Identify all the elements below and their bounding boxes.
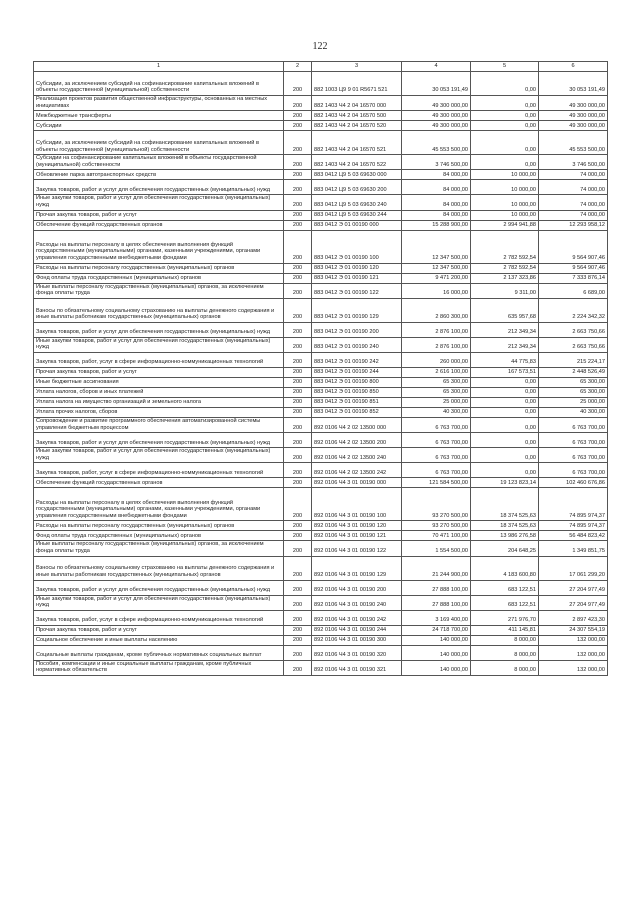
table-row xyxy=(34,580,608,595)
approved-amount-cell: 140 000,00 xyxy=(402,635,471,645)
unexecuted-amount-cell: 6 763 700,00 xyxy=(539,463,608,478)
expense-name-cell: Субсидии xyxy=(34,121,284,131)
unexecuted-amount-cell: 74 000,00 xyxy=(539,210,608,220)
budget-classification-code-cell: 882 1003 Ц9 9 01 R5671 521 xyxy=(312,72,402,96)
table-row xyxy=(34,180,608,195)
approved-amount-cell: 49 300 000,00 xyxy=(402,111,471,121)
approved-amount-cell: 84 000,00 xyxy=(402,170,471,180)
unexecuted-amount-cell: 30 053 191,49 xyxy=(539,72,608,96)
expense-name-cell: Иные бюджетные ассигнования xyxy=(34,377,284,387)
line-code-cell: 200 xyxy=(284,463,312,478)
line-code-cell: 200 xyxy=(284,180,312,195)
approved-amount-cell: 2 876 100,00 xyxy=(402,337,471,352)
budget-classification-code-cell: 892 0106 Ч4 3 01 00190 320 xyxy=(312,645,402,660)
table-row xyxy=(34,397,608,407)
unexecuted-amount-cell: 6 763 700,00 xyxy=(539,448,608,463)
approved-amount-cell: 84 000,00 xyxy=(402,195,471,210)
approved-amount-cell: 49 300 000,00 xyxy=(402,96,471,111)
executed-amount-cell: 0,00 xyxy=(471,448,539,463)
table-row xyxy=(34,660,608,675)
line-code-cell: 200 xyxy=(284,541,312,556)
unexecuted-amount-cell: 1 349 851,75 xyxy=(539,541,608,556)
approved-amount-cell: 24 718 700,00 xyxy=(402,625,471,635)
table-row xyxy=(34,96,608,111)
approved-amount-cell: 3 169 400,00 xyxy=(402,610,471,625)
unexecuted-amount-cell: 215 224,17 xyxy=(539,352,608,367)
executed-amount-cell: 8 000,00 xyxy=(471,660,539,675)
unexecuted-amount-cell: 49 300 000,00 xyxy=(539,121,608,131)
executed-amount-cell: 0,00 xyxy=(471,377,539,387)
budget-classification-code-cell: 892 0106 Ч4 2 02 13500 242 xyxy=(312,463,402,478)
budget-classification-code-cell: 882 1403 Ч4 2 04 16570 000 xyxy=(312,96,402,111)
approved-amount-cell: 93 270 500,00 xyxy=(402,521,471,531)
column-header: 5 xyxy=(471,62,539,72)
unexecuted-amount-cell: 3 746 500,00 xyxy=(539,155,608,170)
line-code-cell: 200 xyxy=(284,367,312,377)
expense-name-cell: Социальные выплаты гражданам, кроме публичных нормативных социальных выплат xyxy=(34,645,284,660)
expense-name-cell: Взносы по обязательному социальному страхованию на выплаты денежного содержания и иные выплаты работникам государственных (муниципальных) органов xyxy=(34,556,284,580)
approved-amount-cell: 40 300,00 xyxy=(402,407,471,417)
line-code-cell: 200 xyxy=(284,645,312,660)
budget-classification-code-cell: 892 0106 Ч4 2 02 13500 200 xyxy=(312,433,402,448)
table-row xyxy=(34,417,608,432)
table-row xyxy=(34,478,608,488)
line-code-cell: 200 xyxy=(284,433,312,448)
table-row xyxy=(34,531,608,541)
approved-amount-cell: 84 000,00 xyxy=(402,180,471,195)
table-row xyxy=(34,448,608,463)
line-code-cell: 200 xyxy=(284,625,312,635)
budget-classification-code-cell: 883 0412 Э 01 00190 851 xyxy=(312,397,402,407)
table-row xyxy=(34,387,608,397)
executed-amount-cell: 411 145,81 xyxy=(471,625,539,635)
executed-amount-cell: 2 994 941,88 xyxy=(471,220,539,230)
unexecuted-amount-cell: 74 895 974,37 xyxy=(539,488,608,521)
expense-name-cell: Уплата налога на имущество организаций и земельного налога xyxy=(34,397,284,407)
executed-amount-cell: 0,00 xyxy=(471,433,539,448)
line-code-cell: 200 xyxy=(284,220,312,230)
line-code-cell: 200 xyxy=(284,283,312,298)
approved-amount-cell: 6 763 700,00 xyxy=(402,417,471,432)
table-row xyxy=(34,645,608,660)
executed-amount-cell: 10 000,00 xyxy=(471,210,539,220)
table-row xyxy=(34,595,608,610)
unexecuted-amount-cell: 6 763 700,00 xyxy=(539,433,608,448)
executed-amount-cell: 2 782 592,54 xyxy=(471,263,539,273)
table-row xyxy=(34,298,608,322)
line-code-cell: 200 xyxy=(284,263,312,273)
approved-amount-cell: 27 888 100,00 xyxy=(402,595,471,610)
expense-name-cell: Межбюджетные трансферты xyxy=(34,111,284,121)
approved-amount-cell: 1 554 500,00 xyxy=(402,541,471,556)
expense-name-cell: Обеспечение функций государственных органов xyxy=(34,478,284,488)
executed-amount-cell: 9 311,00 xyxy=(471,283,539,298)
unexecuted-amount-cell: 27 204 977,49 xyxy=(539,580,608,595)
line-code-cell: 200 xyxy=(284,635,312,645)
executed-amount-cell: 271 976,70 xyxy=(471,610,539,625)
line-code-cell: 200 xyxy=(284,72,312,96)
table-row xyxy=(34,337,608,352)
unexecuted-amount-cell: 40 300,00 xyxy=(539,407,608,417)
table-row xyxy=(34,210,608,220)
unexecuted-amount-cell: 74 000,00 xyxy=(539,195,608,210)
unexecuted-amount-cell: 12 293 958,12 xyxy=(539,220,608,230)
budget-classification-code-cell: 883 0412 Э 01 00190 120 xyxy=(312,263,402,273)
approved-amount-cell: 15 288 900,00 xyxy=(402,220,471,230)
budget-classification-code-cell: 892 0106 Ч4 3 01 00190 000 xyxy=(312,478,402,488)
expense-name-cell: Иные закупки товаров, работ и услуг для обеспечения государственных (муниципальных) нужд xyxy=(34,195,284,210)
table-row xyxy=(34,155,608,170)
budget-classification-code-cell: 883 0412 Ц9 5 03 69630 000 xyxy=(312,170,402,180)
approved-amount-cell: 121 584 500,00 xyxy=(402,478,471,488)
table-row xyxy=(34,556,608,580)
expense-name-cell: Социальное обеспечение и иные выплаты населению xyxy=(34,635,284,645)
table-row xyxy=(34,521,608,531)
budget-classification-code-cell: 883 0412 Э 01 00190 000 xyxy=(312,220,402,230)
table-row xyxy=(34,407,608,417)
expense-name-cell: Расходы на выплаты персоналу в целях обеспечения выполнения функций государственными (муниципальными) органами, казенными учреждениями, органами управления государственными внебюджетными фондами xyxy=(34,488,284,521)
budget-classification-code-cell: 892 0106 Ч4 3 01 00190 120 xyxy=(312,521,402,531)
unexecuted-amount-cell: 132 000,00 xyxy=(539,645,608,660)
budget-classification-code-cell: 883 0412 Ц9 5 03 69630 200 xyxy=(312,180,402,195)
table-row xyxy=(34,610,608,625)
table-row xyxy=(34,220,608,230)
approved-amount-cell: 6 763 700,00 xyxy=(402,463,471,478)
budget-classification-code-cell: 892 0106 Ч4 3 01 00190 240 xyxy=(312,595,402,610)
budget-classification-code-cell: 892 0106 Ч4 3 01 00190 121 xyxy=(312,531,402,541)
executed-amount-cell: 683 122,51 xyxy=(471,580,539,595)
unexecuted-amount-cell: 17 061 299,20 xyxy=(539,556,608,580)
unexecuted-amount-cell: 6 689,00 xyxy=(539,283,608,298)
line-code-cell: 200 xyxy=(284,397,312,407)
expense-name-cell: Субсидии, за исключением субсидий на софинансирование капитальных вложений в объекты государственной (муниципальной) собственности xyxy=(34,131,284,155)
budget-classification-code-cell: 892 0106 Ч4 3 01 00190 321 xyxy=(312,660,402,675)
budget-classification-code-cell: 883 0412 Э 01 00190 800 xyxy=(312,377,402,387)
budget-classification-code-cell: 892 0106 Ч4 3 01 00190 100 xyxy=(312,488,402,521)
line-code-cell: 200 xyxy=(284,96,312,111)
column-header: 3 xyxy=(312,62,402,72)
approved-amount-cell: 12 347 500,00 xyxy=(402,230,471,263)
unexecuted-amount-cell: 2 448 526,49 xyxy=(539,367,608,377)
budget-classification-code-cell: 883 0412 Э 01 00190 850 xyxy=(312,387,402,397)
expense-name-cell: Иные закупки товаров, работ и услуг для обеспечения государственных (муниципальных) нужд xyxy=(34,448,284,463)
approved-amount-cell: 70 471 100,00 xyxy=(402,531,471,541)
executed-amount-cell: 0,00 xyxy=(471,111,539,121)
expense-name-cell: Расходы на выплаты персоналу в целях обеспечения выполнения функций государственными (муниципальными) органами, казенными учреждениями, органами управления государственными внебюджетными фондами xyxy=(34,230,284,263)
executed-amount-cell: 0,00 xyxy=(471,121,539,131)
budget-classification-code-cell: 883 0412 Ц9 5 03 69630 240 xyxy=(312,195,402,210)
budget-classification-code-cell: 892 0106 Ч4 2 02 13500 240 xyxy=(312,448,402,463)
line-code-cell: 200 xyxy=(284,478,312,488)
executed-amount-cell: 0,00 xyxy=(471,155,539,170)
line-code-cell: 200 xyxy=(284,660,312,675)
budget-classification-code-cell: 892 0106 Ч4 3 01 00190 242 xyxy=(312,610,402,625)
executed-amount-cell: 10 000,00 xyxy=(471,195,539,210)
unexecuted-amount-cell: 65 300,00 xyxy=(539,377,608,387)
column-header: 2 xyxy=(284,62,312,72)
line-code-cell: 200 xyxy=(284,155,312,170)
expense-name-cell: Прочая закупка товаров, работ и услуг xyxy=(34,210,284,220)
approved-amount-cell: 16 000,00 xyxy=(402,283,471,298)
expense-name-cell: Обеспечение функций государственных органов xyxy=(34,220,284,230)
expense-name-cell: Реализация проектов развития общественной инфраструктуры, основанных на местных инициативах xyxy=(34,96,284,111)
table-row xyxy=(34,283,608,298)
expense-name-cell: Иные закупки товаров, работ и услуг для обеспечения государственных (муниципальных) нужд xyxy=(34,337,284,352)
executed-amount-cell: 44 775,83 xyxy=(471,352,539,367)
approved-amount-cell: 2 876 100,00 xyxy=(402,322,471,337)
budget-classification-code-cell: 892 0106 Ч4 3 01 00190 200 xyxy=(312,580,402,595)
table-row xyxy=(34,463,608,478)
table-header-row xyxy=(34,62,608,72)
line-code-cell: 200 xyxy=(284,556,312,580)
approved-amount-cell: 12 347 500,00 xyxy=(402,263,471,273)
line-code-cell: 200 xyxy=(284,298,312,322)
table-row xyxy=(34,625,608,635)
line-code-cell: 200 xyxy=(284,131,312,155)
executed-amount-cell: 0,00 xyxy=(471,463,539,478)
unexecuted-amount-cell: 6 763 700,00 xyxy=(539,417,608,432)
executed-amount-cell: 0,00 xyxy=(471,72,539,96)
expense-name-cell: Сопровождение и развитие программного обеспечения автоматизированной системы управления бюджетным процессом xyxy=(34,417,284,432)
table-row xyxy=(34,273,608,283)
line-code-cell: 200 xyxy=(284,595,312,610)
budget-classification-code-cell: 883 0412 Э 01 00190 122 xyxy=(312,283,402,298)
budget-classification-code-cell: 883 0412 Ц9 5 03 69630 244 xyxy=(312,210,402,220)
budget-classification-code-cell: 892 0106 Ч4 3 01 00190 244 xyxy=(312,625,402,635)
approved-amount-cell: 2 616 100,00 xyxy=(402,367,471,377)
budget-classification-code-cell: 892 0106 Ч4 3 01 00190 129 xyxy=(312,556,402,580)
unexecuted-amount-cell: 45 553 500,00 xyxy=(539,131,608,155)
table-row xyxy=(34,111,608,121)
budget-classification-code-cell: 883 0412 Э 01 00190 129 xyxy=(312,298,402,322)
page-number: 122 xyxy=(312,41,328,52)
unexecuted-amount-cell: 2 224 342,32 xyxy=(539,298,608,322)
unexecuted-amount-cell: 24 307 554,19 xyxy=(539,625,608,635)
unexecuted-amount-cell: 56 484 823,42 xyxy=(539,531,608,541)
unexecuted-amount-cell: 49 300 000,00 xyxy=(539,111,608,121)
executed-amount-cell: 8 000,00 xyxy=(471,645,539,660)
executed-amount-cell: 0,00 xyxy=(471,96,539,111)
budget-classification-code-cell: 882 1403 Ч4 2 04 16570 521 xyxy=(312,131,402,155)
budget-classification-code-cell: 883 0412 Э 01 00190 100 xyxy=(312,230,402,263)
approved-amount-cell: 6 763 700,00 xyxy=(402,433,471,448)
expense-name-cell: Прочая закупка товаров, работ и услуг xyxy=(34,625,284,635)
budget-classification-code-cell: 883 0412 Э 01 00190 244 xyxy=(312,367,402,377)
approved-amount-cell: 260 000,00 xyxy=(402,352,471,367)
expense-name-cell: Субсидии на софинансирование капитальных вложений в объекты государственной (муниципальной) собственности xyxy=(34,155,284,170)
table-row xyxy=(34,488,608,521)
executed-amount-cell: 0,00 xyxy=(471,397,539,407)
approved-amount-cell: 2 860 300,00 xyxy=(402,298,471,322)
line-code-cell: 200 xyxy=(284,230,312,263)
executed-amount-cell: 10 000,00 xyxy=(471,180,539,195)
approved-amount-cell: 45 553 500,00 xyxy=(402,131,471,155)
budget-classification-code-cell: 882 1403 Ч4 2 04 16570 520 xyxy=(312,121,402,131)
budget-classification-code-cell: 892 0106 Ч4 2 02 13500 000 xyxy=(312,417,402,432)
approved-amount-cell: 140 000,00 xyxy=(402,660,471,675)
unexecuted-amount-cell: 27 204 977,49 xyxy=(539,595,608,610)
line-code-cell: 200 xyxy=(284,488,312,521)
executed-amount-cell: 683 122,51 xyxy=(471,595,539,610)
table-row xyxy=(34,195,608,210)
unexecuted-amount-cell: 102 460 676,86 xyxy=(539,478,608,488)
line-code-cell: 200 xyxy=(284,377,312,387)
table-row xyxy=(34,170,608,180)
executed-amount-cell: 212 349,34 xyxy=(471,337,539,352)
approved-amount-cell: 9 471 200,00 xyxy=(402,273,471,283)
executed-amount-cell: 19 123 823,14 xyxy=(471,478,539,488)
expense-name-cell: Иные выплаты персоналу государственных (муниципальных) органов, за исключением фонда оплаты труда xyxy=(34,283,284,298)
table-row xyxy=(34,322,608,337)
expense-name-cell: Пособия, компенсации и иные социальные выплаты гражданам, кроме публичных нормативных обязательств xyxy=(34,660,284,675)
line-code-cell: 200 xyxy=(284,111,312,121)
executed-amount-cell: 212 349,34 xyxy=(471,322,539,337)
approved-amount-cell: 84 000,00 xyxy=(402,210,471,220)
table-row xyxy=(34,541,608,556)
unexecuted-amount-cell: 9 564 907,46 xyxy=(539,230,608,263)
executed-amount-cell: 18 374 525,63 xyxy=(471,521,539,531)
line-code-cell: 200 xyxy=(284,273,312,283)
unexecuted-amount-cell: 2 897 423,30 xyxy=(539,610,608,625)
line-code-cell: 200 xyxy=(284,195,312,210)
column-header: 1 xyxy=(34,62,284,72)
executed-amount-cell: 167 573,51 xyxy=(471,367,539,377)
approved-amount-cell: 27 888 100,00 xyxy=(402,580,471,595)
expense-name-cell: Фонд оплаты труда государственных (муниципальных) органов xyxy=(34,273,284,283)
unexecuted-amount-cell: 132 000,00 xyxy=(539,635,608,645)
approved-amount-cell: 6 763 700,00 xyxy=(402,448,471,463)
line-code-cell: 200 xyxy=(284,322,312,337)
expense-name-cell: Обновление парка автотранспортных средств xyxy=(34,170,284,180)
approved-amount-cell: 65 300,00 xyxy=(402,377,471,387)
budget-classification-code-cell: 882 1403 Ч4 2 04 16570 500 xyxy=(312,111,402,121)
executed-amount-cell: 204 648,25 xyxy=(471,541,539,556)
expense-name-cell: Иные закупки товаров, работ и услуг для обеспечения государственных (муниципальных) нужд xyxy=(34,595,284,610)
table-row xyxy=(34,635,608,645)
expense-name-cell: Иные выплаты персоналу государственных (муниципальных) органов, за исключением фонда оплаты труда xyxy=(34,541,284,556)
budget-classification-code-cell: 883 0412 Э 01 00190 852 xyxy=(312,407,402,417)
executed-amount-cell: 0,00 xyxy=(471,387,539,397)
expense-name-cell: Взносы по обязательному социальному страхованию на выплаты денежного содержания и иные выплаты работникам государственных (муниципальных) органов xyxy=(34,298,284,322)
expense-name-cell: Закупка товаров, работ и услуг для обеспечения государственных (муниципальных) нужд xyxy=(34,433,284,448)
column-header: 4 xyxy=(402,62,471,72)
budget-classification-code-cell: 883 0412 Э 01 00190 200 xyxy=(312,322,402,337)
executed-amount-cell: 2 137 323,86 xyxy=(471,273,539,283)
executed-amount-cell: 0,00 xyxy=(471,131,539,155)
line-code-cell: 200 xyxy=(284,170,312,180)
unexecuted-amount-cell: 2 663 750,66 xyxy=(539,337,608,352)
executed-amount-cell: 4 183 600,80 xyxy=(471,556,539,580)
budget-classification-code-cell: 883 0412 Э 01 00190 240 xyxy=(312,337,402,352)
executed-amount-cell: 635 957,68 xyxy=(471,298,539,322)
budget-classification-code-cell: 892 0106 Ч4 3 01 00190 122 xyxy=(312,541,402,556)
unexecuted-amount-cell: 74 000,00 xyxy=(539,170,608,180)
line-code-cell: 200 xyxy=(284,448,312,463)
table-row xyxy=(34,352,608,367)
table-row xyxy=(34,367,608,377)
expense-name-cell: Расходы на выплаты персоналу государственных (муниципальных) органов xyxy=(34,263,284,273)
approved-amount-cell: 3 746 500,00 xyxy=(402,155,471,170)
unexecuted-amount-cell: 74 895 974,37 xyxy=(539,521,608,531)
expense-name-cell: Закупка товаров, работ, услуг в сфере информационно-коммуникационных технологий xyxy=(34,352,284,367)
unexecuted-amount-cell: 49 300 000,00 xyxy=(539,96,608,111)
table-row xyxy=(34,121,608,131)
approved-amount-cell: 49 300 000,00 xyxy=(402,121,471,131)
expense-name-cell: Уплата прочих налогов, сборов xyxy=(34,407,284,417)
line-code-cell: 200 xyxy=(284,580,312,595)
expense-name-cell: Закупка товаров, работ и услуг для обеспечения государственных (муниципальных) нужд xyxy=(34,180,284,195)
unexecuted-amount-cell: 65 300,00 xyxy=(539,387,608,397)
executed-amount-cell: 10 000,00 xyxy=(471,170,539,180)
executed-amount-cell: 13 986 276,58 xyxy=(471,531,539,541)
column-header: 6 xyxy=(539,62,608,72)
table-row xyxy=(34,263,608,273)
unexecuted-amount-cell: 132 000,00 xyxy=(539,660,608,675)
unexecuted-amount-cell: 9 564 907,46 xyxy=(539,263,608,273)
line-code-cell: 200 xyxy=(284,417,312,432)
budget-classification-code-cell: 892 0106 Ч4 3 01 00190 300 xyxy=(312,635,402,645)
approved-amount-cell: 25 000,00 xyxy=(402,397,471,407)
expense-name-cell: Закупка товаров, работ и услуг для обеспечения государственных (муниципальных) нужд xyxy=(34,322,284,337)
line-code-cell: 200 xyxy=(284,210,312,220)
line-code-cell: 200 xyxy=(284,407,312,417)
table-row xyxy=(34,433,608,448)
executed-amount-cell: 18 374 525,63 xyxy=(471,488,539,521)
expense-name-cell: Прочая закупка товаров, работ и услуг xyxy=(34,367,284,377)
approved-amount-cell: 93 270 500,00 xyxy=(402,488,471,521)
table-row xyxy=(34,230,608,263)
line-code-cell: 200 xyxy=(284,521,312,531)
approved-amount-cell: 140 000,00 xyxy=(402,645,471,660)
unexecuted-amount-cell: 2 663 750,66 xyxy=(539,322,608,337)
expense-name-cell: Закупка товаров, работ, услуг в сфере информационно-коммуникационных технологий xyxy=(34,610,284,625)
line-code-cell: 200 xyxy=(284,610,312,625)
line-code-cell: 200 xyxy=(284,121,312,131)
expense-name-cell: Закупка товаров, работ и услуг для обеспечения государственных (муниципальных) нужд xyxy=(34,580,284,595)
executed-amount-cell: 0,00 xyxy=(471,407,539,417)
line-code-cell: 200 xyxy=(284,531,312,541)
line-code-cell: 200 xyxy=(284,387,312,397)
budget-classification-code-cell: 883 0412 Э 01 00190 242 xyxy=(312,352,402,367)
approved-amount-cell: 30 053 191,49 xyxy=(402,72,471,96)
expense-name-cell: Уплата налогов, сборов и иных платежей xyxy=(34,387,284,397)
expense-name-cell: Закупка товаров, работ, услуг в сфере информационно-коммуникационных технологий xyxy=(34,463,284,478)
expense-name-cell: Субсидии, за исключением субсидий на софинансирование капитальных вложений в объекты государственной (муниципальной) собственности xyxy=(34,72,284,96)
executed-amount-cell: 0,00 xyxy=(471,417,539,432)
expense-name-cell: Расходы на выплаты персоналу государственных (муниципальных) органов xyxy=(34,521,284,531)
unexecuted-amount-cell: 7 333 876,14 xyxy=(539,273,608,283)
approved-amount-cell: 21 244 900,00 xyxy=(402,556,471,580)
table-row xyxy=(34,131,608,155)
unexecuted-amount-cell: 74 000,00 xyxy=(539,180,608,195)
budget-execution-table xyxy=(33,61,608,676)
executed-amount-cell: 2 782 592,54 xyxy=(471,230,539,263)
unexecuted-amount-cell: 25 000,00 xyxy=(539,397,608,407)
table-row xyxy=(34,377,608,387)
line-code-cell: 200 xyxy=(284,337,312,352)
budget-classification-code-cell: 882 1403 Ч4 2 04 16570 522 xyxy=(312,155,402,170)
line-code-cell: 200 xyxy=(284,352,312,367)
executed-amount-cell: 8 000,00 xyxy=(471,635,539,645)
budget-classification-code-cell: 883 0412 Э 01 00190 121 xyxy=(312,273,402,283)
expense-name-cell: Фонд оплаты труда государственных (муниципальных) органов xyxy=(34,531,284,541)
table-row xyxy=(34,72,608,96)
approved-amount-cell: 65 300,00 xyxy=(402,387,471,397)
